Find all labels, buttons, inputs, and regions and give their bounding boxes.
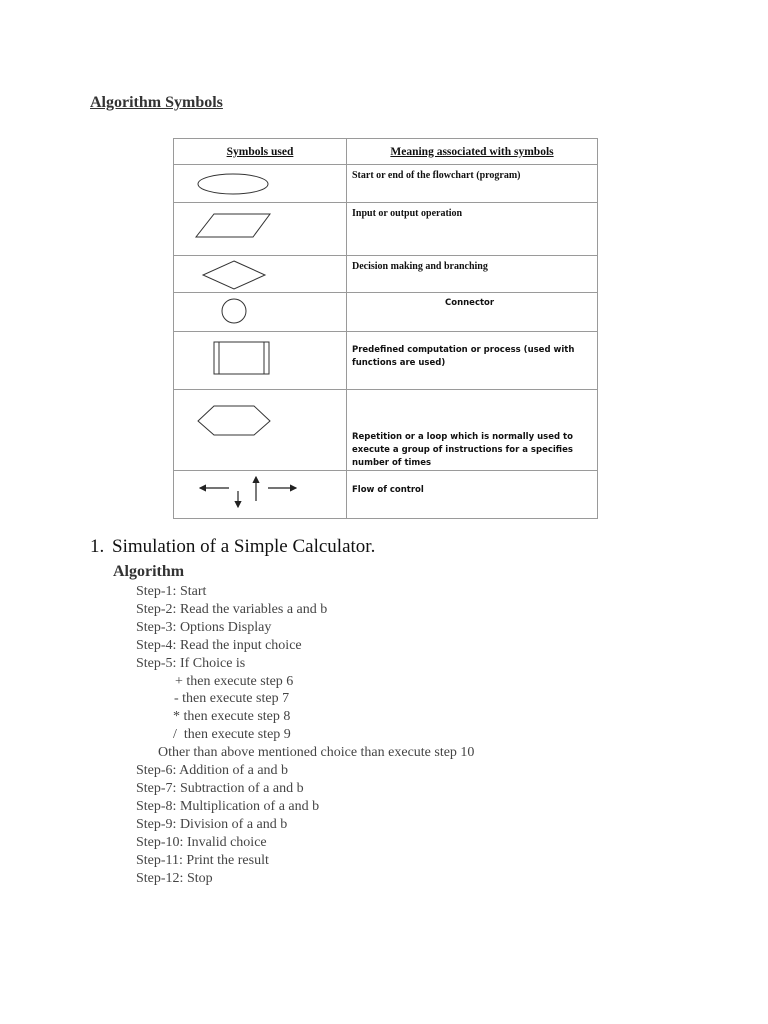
step-item: Step-1: Start <box>136 584 207 599</box>
symbol-cell <box>174 390 347 471</box>
predefined-process-icon <box>174 332 346 389</box>
table-row <box>174 390 598 471</box>
step-item: + then execute step 6 <box>175 673 294 689</box>
oval-icon <box>174 165 346 202</box>
symbol-cell <box>174 203 347 256</box>
step-item: Step-2: Read the variables a and b <box>136 601 328 617</box>
meaning-cell: Predefined computation or process (used with functions are used) <box>347 332 598 390</box>
symbol-cell <box>174 256 347 293</box>
circle-icon <box>174 293 346 331</box>
table-row <box>174 203 598 256</box>
algorithm-steps <box>0 583 474 887</box>
step-item: Other than above mentioned choice than execute step 10 <box>158 745 475 761</box>
step-item: Step-4: Read the input choice <box>136 637 302 653</box>
table-header-row <box>174 139 598 165</box>
table-row <box>174 293 598 332</box>
section-title-text: Simulation of a Simple Calculator. <box>112 536 376 557</box>
algorithm-subheading: Algorithm <box>113 563 185 580</box>
meaning-cell: Start or end of the flowchart (program) <box>347 165 598 203</box>
meaning-cell: Repetition or a loop which is normally used to execute a group of instructions for a specifies number of times <box>347 390 598 471</box>
step-item: Step-5: If Choice is <box>136 655 246 671</box>
section-title <box>90 536 375 558</box>
table-row <box>174 256 598 293</box>
symbol-cell <box>174 332 347 390</box>
meaning-cell <box>347 293 598 332</box>
step-item: Step-9: Division of a and b <box>136 816 288 832</box>
table-row <box>174 332 598 390</box>
step-item: Step-8: Multiplication of a and b <box>136 798 320 814</box>
step-item: - then execute step 7 <box>174 691 290 707</box>
section-number: 1. <box>90 536 105 557</box>
symbol-cell <box>174 471 347 519</box>
parallelogram-icon <box>174 203 346 255</box>
connector-label: Connector <box>445 298 495 308</box>
step-item: * then execute step 8 <box>173 709 291 725</box>
diamond-icon <box>174 256 346 292</box>
table-row <box>174 471 598 519</box>
table-row <box>174 165 598 203</box>
step-item: Step-12: Stop <box>136 870 213 886</box>
meaning-cell: Input or output operation <box>347 203 598 256</box>
step-item: Step-7: Subtraction of a and b <box>136 780 304 796</box>
symbols-table <box>173 138 598 519</box>
step-item: Step-6: Addition of a and b <box>136 763 289 779</box>
hexagon-icon <box>174 390 346 460</box>
symbol-cell <box>174 165 347 203</box>
meaning-cell: Flow of control <box>347 471 598 519</box>
header-meaning: Meaning associated with symbols <box>347 139 598 165</box>
section-heading: Algorithm Symbols <box>90 94 223 111</box>
flow-arrows-icon <box>174 471 346 518</box>
step-item: Step-11: Print the result <box>136 852 269 868</box>
header-symbols: Symbols used <box>174 139 347 165</box>
step-item: / then execute step 9 <box>173 727 291 743</box>
step-item: Step-3: Options Display <box>136 619 272 635</box>
symbol-cell <box>174 293 347 332</box>
meaning-cell: Decision making and branching <box>347 256 598 293</box>
step-item: Step-10: Invalid choice <box>136 834 267 850</box>
